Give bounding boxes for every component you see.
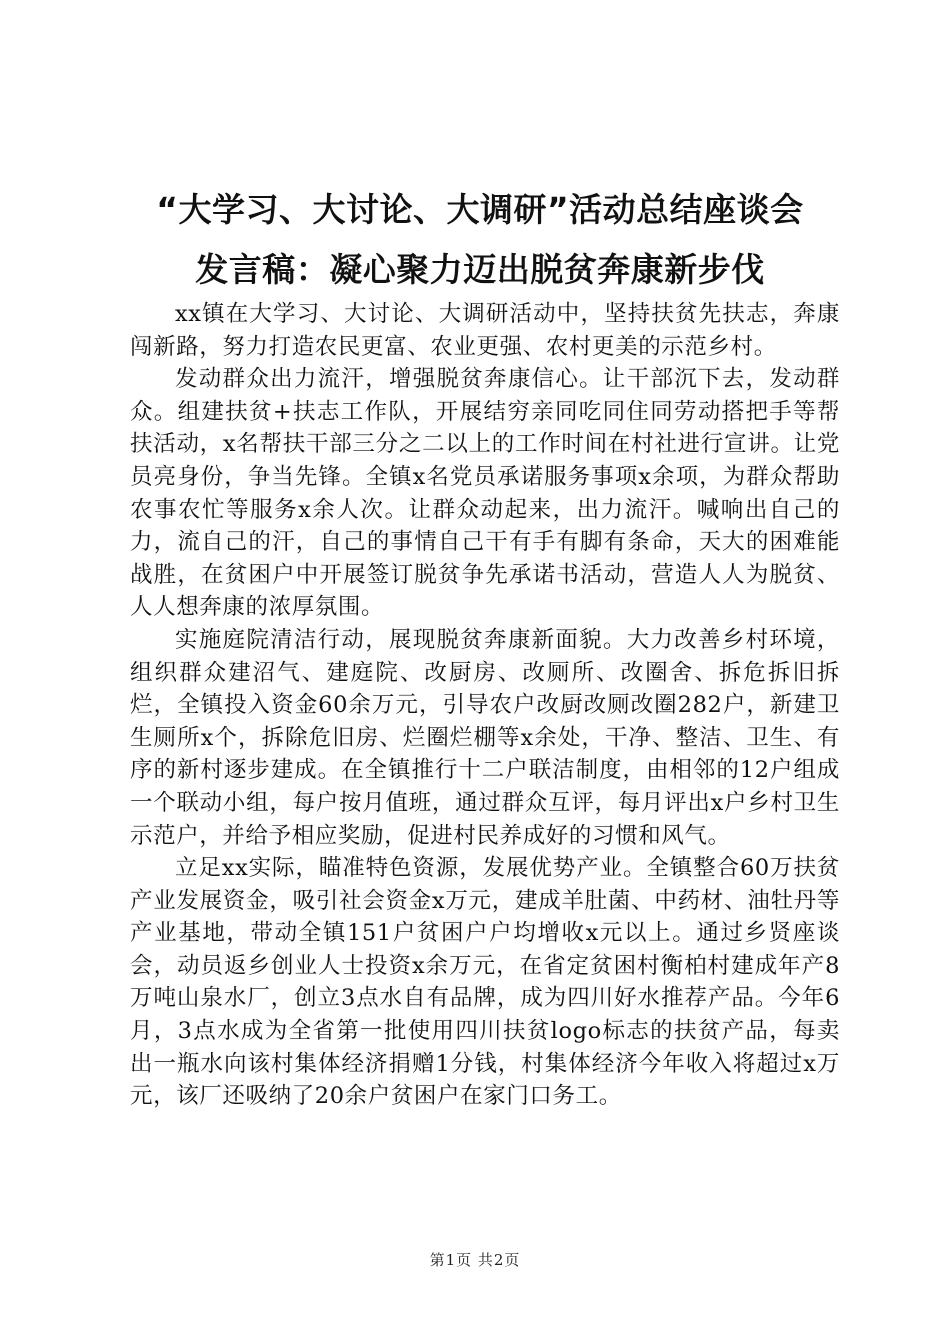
page-number-footer: 第1页 共2页	[429, 1251, 521, 1269]
title-line-1: “大学习、大讨论、大调研”活动总结座谈会	[156, 190, 804, 229]
document-title	[110, 180, 850, 300]
paragraph-courtyard-cleaning: 实施庭院清洁行动，展现脱贫奔康新面貌。大力改善乡村环境，组织群众建沼气、建庭院、改厨房、改厕所、改圈舍、拆危拆旧拆烂，全镇投入资金60余万元，引导农户改厨改厕改圈282户，新建卫生厕所x个，拆除危旧房、烂圈烂棚等x余处，干净、整洁、卫生、有序的新村逐步建成。在全镇推行十二户联洁制度，由相邻的12户组成一个联动小组，每户按月值班，通过群众互评，每月评出x户乡村卫生示范户，并给予相应奖励，促进村民养成好的习惯和风气。	[130, 626, 840, 849]
paragraph-intro: xx镇在大学习、大讨论、大调研活动中，坚持扶贫先扶志，奔康闯新路，努力打造农民更富、农业更强、农村更美的示范乡村。	[130, 301, 840, 360]
title-line-2: 发言稿：凝心聚力迈出脱贫奔康新步伐	[195, 250, 765, 289]
document-body	[130, 298, 840, 1113]
paragraph-industry-development: 立足xx实际，瞄准特色资源，发展优势产业。全镇整合60万扶贫产业发展资金，吸引社会资金x万元，建成羊肚菌、中药材、油牡丹等产业基地，带动全镇151户贫困户户均增收x元以上。通过乡贤座谈会，动员返乡创业人士投资x余万元，在省定贫困村衡柏村建成年产8万吨山泉水厂，创立3点水自有品牌，成为四川好水推荐产品。今年6月，3点水成为全省第一批使用四川扶贫logo标志的扶贫产品，每卖出一瓶水向该村集体经济捐赠1分钱，村集体经济今年收入将超过x万元，该厂还吸纳了20余户贫困户在家门口务工。	[130, 855, 840, 1110]
paragraph-mobilize-masses: 发动群众出力流汗，增强脱贫奔康信心。让干部沉下去，发动群众。组建扶贫+扶志工作队，开展结穷亲同吃同住同劳动搭把手等帮扶活动，x名帮扶干部三分之二以上的工作时间在村社进行宣讲。让党员亮身份，争当先锋。全镇x名党员承诺服务事项x余项，为群众帮助农事农忙等服务x余人次。让群众动起来，出力流汗。喊响出自己的力，流自己的汗，自己的事情自己干有手有脚有条命，天大的困难能战胜，在贫困户中开展签订脱贫争先承诺书活动，营造人人为脱贫、人人想奔康的浓厚氛围。	[130, 366, 840, 621]
